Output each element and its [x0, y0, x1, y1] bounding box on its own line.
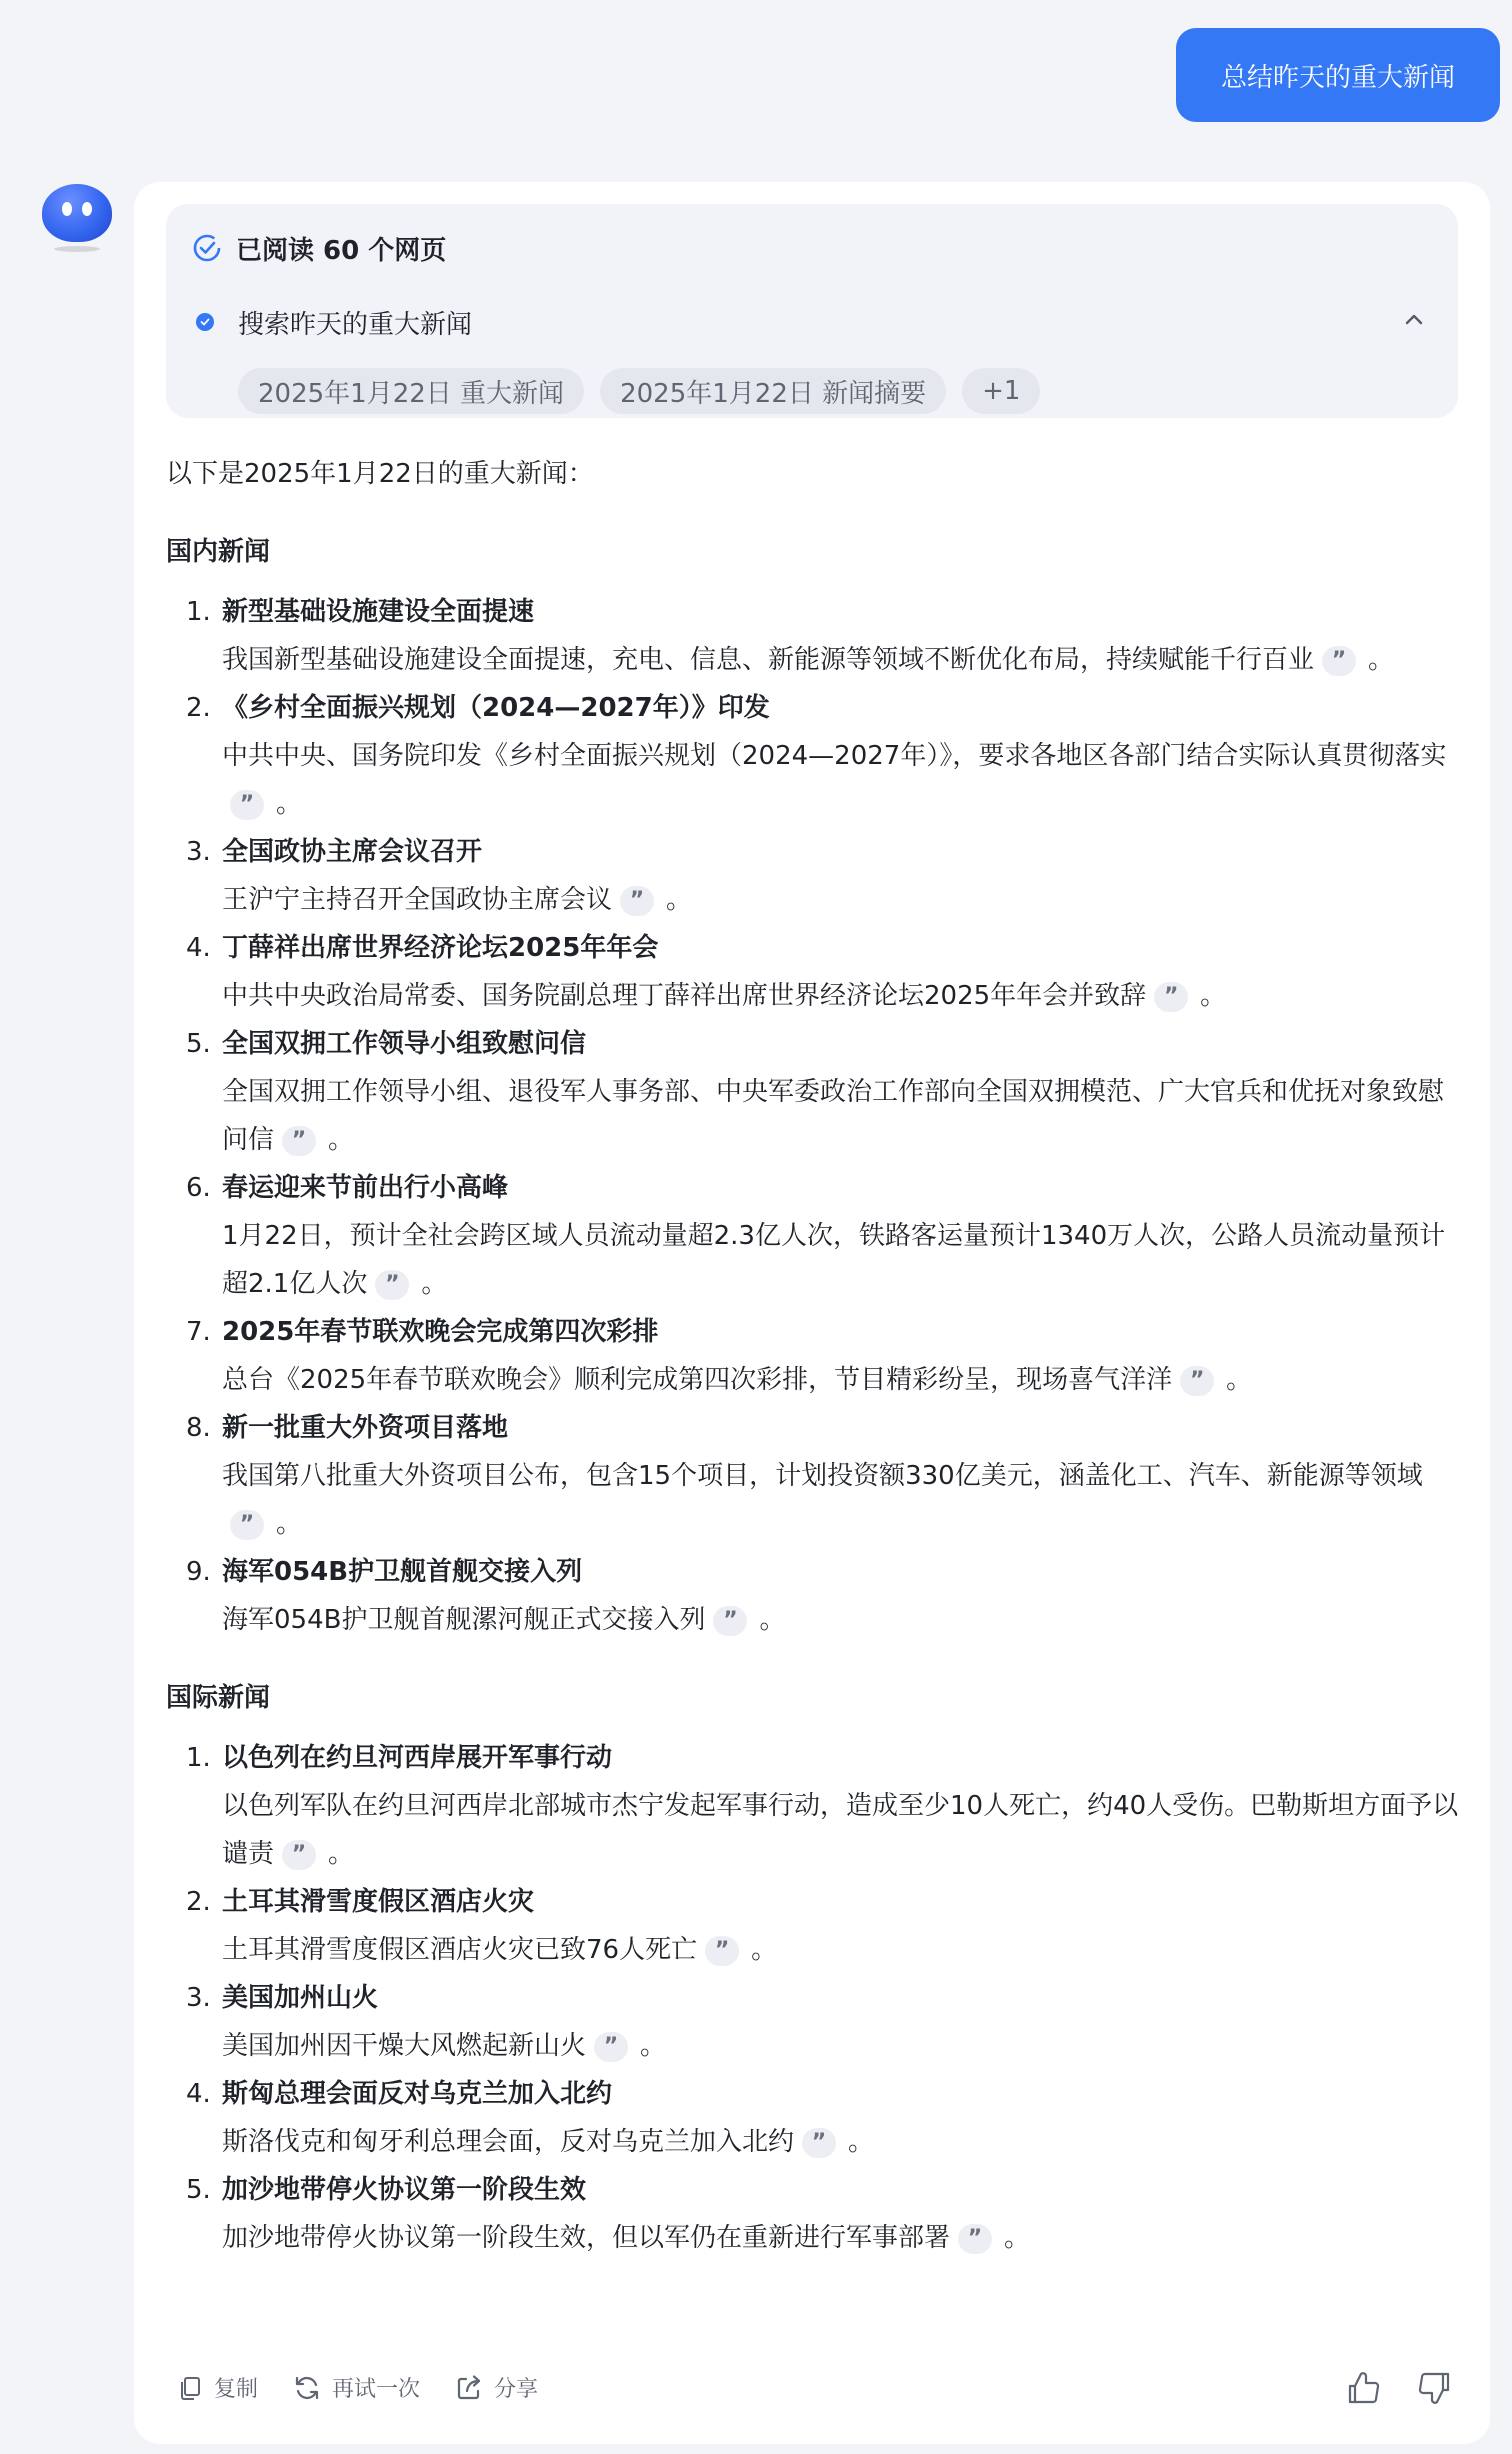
more-chip[interactable]: +1 — [962, 368, 1040, 414]
item-end-punctuation: 。 — [276, 1509, 303, 1539]
news-item — [166, 588, 1466, 684]
copy-label: 复制 — [214, 2377, 259, 2402]
news-item — [166, 1164, 1466, 1308]
citation-quote-icon[interactable]: ” — [375, 1270, 409, 1300]
item-description-text: 海军054B护卫舰首舰漯河舰正式交接入列 — [222, 1605, 706, 1635]
item-end-punctuation: 。 — [328, 1125, 355, 1155]
news-item — [166, 1404, 1466, 1548]
item-number: 2. — [186, 693, 211, 723]
news-item — [166, 684, 1466, 828]
item-end-punctuation: 。 — [1200, 981, 1227, 1011]
read-status — [192, 226, 446, 270]
item-end-punctuation: 。 — [759, 1605, 786, 1635]
thumbs-down-icon[interactable] — [1414, 2368, 1454, 2408]
item-number: 6. — [186, 1173, 211, 1203]
search-summary-panel — [166, 204, 1458, 418]
item-title: 新型基础设施建设全面提速 — [222, 597, 535, 627]
item-description — [222, 1926, 1466, 1974]
item-title: 2025年春节联欢晚会完成第四次彩排 — [222, 1317, 659, 1347]
citation-quote-icon[interactable]: ” — [230, 790, 264, 820]
check-circle-icon — [192, 233, 222, 263]
item-description — [222, 2022, 1466, 2070]
item-title: 土耳其滑雪度假区酒店火灾 — [222, 1887, 535, 1917]
assistant-avatar — [40, 182, 114, 254]
citation-quote-icon[interactable]: ” — [705, 1936, 739, 1966]
item-number: 5. — [186, 1029, 211, 1059]
item-description-text: 我国第八批重大外资项目公布，包含15个项目，计划投资额330亿美元，涵盖化工、汽车、新能源等领域 — [222, 1461, 1423, 1491]
item-end-punctuation: 。 — [421, 1269, 448, 1299]
collapse-chevron-icon[interactable] — [1394, 300, 1434, 340]
item-title: 海军054B护卫舰首舰交接入列 — [222, 1557, 583, 1587]
news-item — [166, 1020, 1466, 1164]
item-description — [222, 2118, 1466, 2166]
item-title: 丁薛祥出席世界经济论坛2025年年会 — [222, 933, 659, 963]
item-description — [222, 1596, 1466, 1644]
news-list — [166, 588, 1466, 1644]
item-title: 全国政协主席会议召开 — [222, 837, 483, 867]
item-number: 5. — [186, 2175, 211, 2205]
refresh-icon — [292, 2373, 322, 2403]
item-description-text: 加沙地带停火协议第一阶段生效，但以军仍在重新进行军事部署 — [222, 2223, 951, 2253]
item-number: 1. — [186, 1743, 211, 1773]
item-number: 4. — [186, 933, 211, 963]
item-end-punctuation: 。 — [1368, 645, 1395, 675]
section-heading: 国际新闻 — [166, 1683, 271, 1713]
item-number: 4. — [186, 2079, 211, 2109]
item-description-text: 以色列军队在约旦河西岸北部城市杰宁发起军事行动，造成至少10人死亡，约40人受伤。巴勒斯坦方面予以谴责 — [222, 1791, 1459, 1869]
news-item — [166, 1878, 1466, 1974]
item-end-punctuation: 。 — [276, 789, 303, 819]
citation-quote-icon[interactable]: ” — [713, 1606, 747, 1636]
item-title: 美国加州山火 — [222, 1983, 379, 2013]
item-number: 9. — [186, 1557, 211, 1587]
user-message-text: 总结昨天的重大新闻 — [1220, 62, 1455, 93]
copy-button[interactable] — [176, 2372, 258, 2403]
item-description-text: 中共中央政治局常委、国务院副总理丁薛祥出席世界经济论坛2025年年会并致辞 — [222, 981, 1147, 1011]
item-description — [222, 1782, 1466, 1878]
item-description — [222, 876, 1466, 924]
item-description — [222, 732, 1466, 828]
news-item — [166, 1308, 1466, 1404]
item-title: 《乡村全面振兴规划（2024—2027年）》印发 — [222, 693, 770, 723]
item-end-punctuation: 。 — [666, 885, 693, 915]
citation-quote-icon[interactable]: ” — [802, 2128, 836, 2158]
news-list — [166, 1734, 1466, 2262]
item-end-punctuation: 。 — [751, 1935, 778, 1965]
section-heading: 国内新闻 — [166, 537, 271, 567]
citation-quote-icon[interactable]: ” — [1180, 1366, 1214, 1396]
news-item — [166, 1734, 1466, 1878]
news-item — [166, 828, 1466, 924]
answer-content — [166, 450, 1466, 2272]
retry-button[interactable] — [292, 2372, 420, 2403]
item-description-text: 美国加州因干燥大风燃起新山火 — [222, 2031, 587, 2061]
feedback-buttons — [1344, 2368, 1454, 2408]
citation-quote-icon[interactable]: ” — [620, 886, 654, 916]
citation-quote-icon[interactable]: ” — [1154, 982, 1188, 1012]
item-number: 2. — [186, 1887, 211, 1917]
item-description-text: 全国双拥工作领导小组、退役军人事务部、中央军委政治工作部向全国双拥模范、广大官兵和优抚对象致慰问信 — [222, 1077, 1445, 1155]
citation-quote-icon[interactable]: ” — [958, 2224, 992, 2254]
share-label: 分享 — [494, 2377, 539, 2402]
news-item — [166, 2070, 1466, 2166]
answer-intro: 以下是2025年1月22日的重大新闻： — [166, 459, 594, 489]
item-description-text: 斯洛伐克和匈牙利总理会面，反对乌克兰加入北约 — [222, 2127, 795, 2157]
item-description-text: 我国新型基础设施建设全面提速，充电、信息、新能源等领域不断优化布局，持续赋能千行百业 — [222, 645, 1315, 675]
citation-quote-icon[interactable]: ” — [282, 1126, 316, 1156]
citation-quote-icon[interactable]: ” — [594, 2032, 628, 2062]
item-end-punctuation: 。 — [328, 1839, 355, 1869]
copy-icon — [176, 2374, 204, 2402]
item-description-text: 王沪宁主持召开全国政协主席会议 — [222, 885, 613, 915]
assistant-answer-card — [134, 182, 1490, 2444]
search-chip[interactable]: 2025年1月22日 新闻摘要 — [600, 368, 946, 414]
item-title: 全国双拥工作领导小组致慰问信 — [222, 1029, 587, 1059]
read-label: 已阅读 60 个网页 — [236, 235, 447, 266]
citation-quote-icon[interactable]: ” — [1322, 646, 1356, 676]
item-title: 斯匈总理会面反对乌克兰加入北约 — [222, 2079, 613, 2109]
retry-label: 再试一次 — [332, 2377, 421, 2402]
news-item — [166, 924, 1466, 1020]
item-description-text: 1月22日，预计全社会跨区域人员流动量超2.3亿人次，铁路客运量预计1340万人次，公路人员流动量预计超2.1亿人次 — [222, 1221, 1446, 1299]
item-end-punctuation: 。 — [848, 2127, 875, 2157]
search-chip[interactable]: 2025年1月22日 重大新闻 — [238, 368, 584, 414]
share-button[interactable] — [454, 2372, 538, 2403]
item-description-text: 总台《2025年春节联欢晚会》顺利完成第四次彩排，节目精彩纷呈，现场喜气洋洋 — [222, 1365, 1173, 1395]
item-number: 3. — [186, 837, 211, 867]
item-number: 1. — [186, 597, 211, 627]
item-description — [222, 1212, 1466, 1308]
news-item — [166, 2166, 1466, 2262]
item-end-punctuation: 。 — [640, 2031, 667, 2061]
item-title: 春运迎来节前出行小高峰 — [222, 1173, 509, 1203]
search-query: 搜索昨天的重大新闻 — [238, 309, 473, 340]
item-number: 8. — [186, 1413, 211, 1443]
item-description — [222, 972, 1466, 1020]
item-description — [222, 1452, 1466, 1548]
item-description-text: 土耳其滑雪度假区酒店火灾已致76人死亡 — [222, 1935, 698, 1965]
item-description — [222, 2214, 1466, 2262]
share-icon — [454, 2373, 484, 2403]
item-description — [222, 1356, 1466, 1404]
item-title: 以色列在约旦河西岸展开军事行动 — [222, 1743, 613, 1773]
search-query-row[interactable] — [196, 300, 472, 344]
citation-quote-icon[interactable]: ” — [282, 1840, 316, 1870]
item-description-text: 中共中央、国务院印发《乡村全面振兴规划（2024—2027年）》，要求各地区各部门结合实际认真贯彻落实 — [222, 741, 1447, 771]
item-description — [222, 1068, 1466, 1164]
item-number: 3. — [186, 1983, 211, 2013]
search-keyword-chips — [238, 368, 1040, 414]
news-item — [166, 1548, 1466, 1644]
item-end-punctuation: 。 — [1226, 1365, 1253, 1395]
user-message-bubble — [1176, 28, 1500, 122]
item-end-punctuation: 。 — [1004, 2223, 1031, 2253]
check-dot-icon — [196, 313, 214, 331]
item-title: 加沙地带停火协议第一阶段生效 — [222, 2175, 587, 2205]
citation-quote-icon[interactable]: ” — [230, 1510, 264, 1540]
item-number: 7. — [186, 1317, 211, 1347]
thumbs-up-icon[interactable] — [1344, 2368, 1384, 2408]
item-title: 新一批重大外资项目落地 — [222, 1413, 509, 1443]
item-description — [222, 636, 1466, 684]
action-bar — [176, 2372, 538, 2403]
news-item — [166, 1974, 1466, 2070]
